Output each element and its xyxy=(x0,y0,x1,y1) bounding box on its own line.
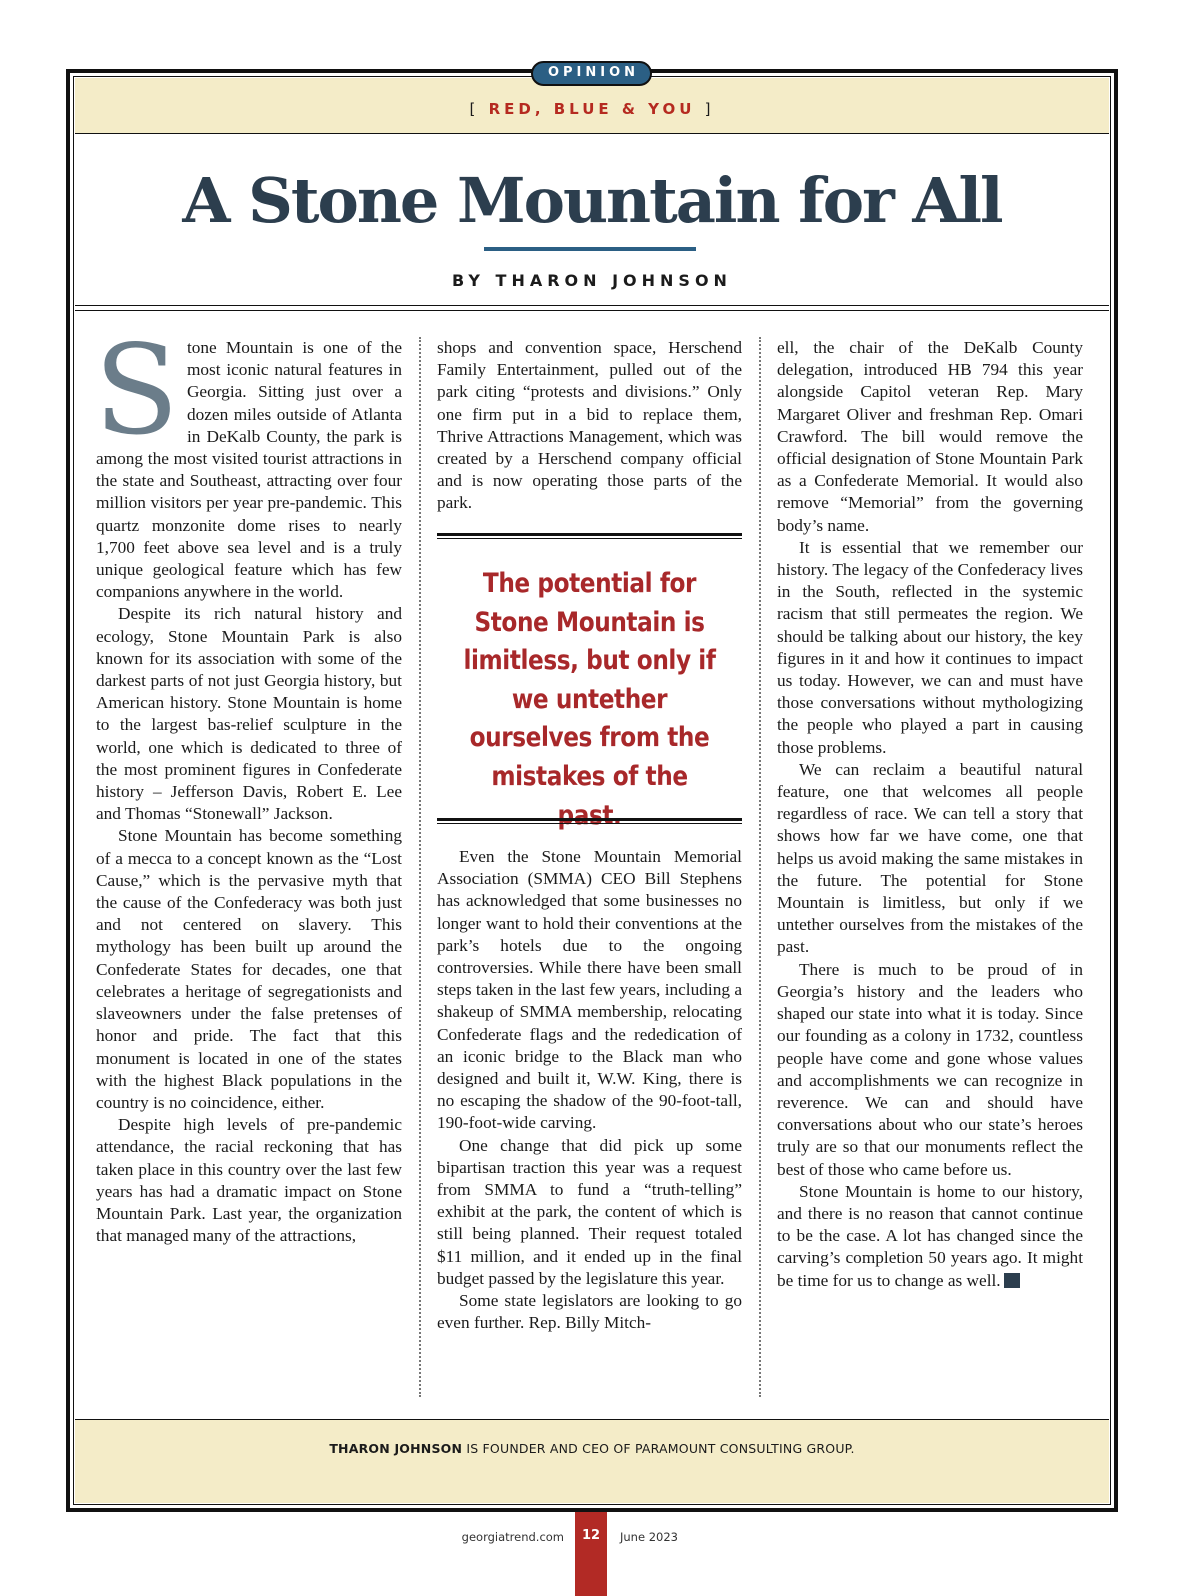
article-column-1 xyxy=(94,319,402,1247)
paragraph: Some state legislators are looking to go even further. Rep. Billy Mitch- xyxy=(437,1291,742,1333)
article-column-3 xyxy=(777,337,1083,1292)
kicker-text: RED, BLUE & YOU xyxy=(488,100,696,118)
title-underline xyxy=(484,247,696,251)
column-divider xyxy=(419,337,421,1397)
paragraph: Despite high levels of pre-pandemic attendance, the racial reckoning that has taken place in this country over the last few years has had a dramatic impact on Stone Mountain Park. Last year, the organization that managed many of the attractions, xyxy=(96,1115,402,1246)
paragraph: There is much to be proud of in Georgia’s history and the leaders who shaped our state into what it is today. Since our founding as a colony in 1732, countless people have come and gone whose values and accomplishments we can recognize in reverence. We can and should have conversations about who our state’s heroes truly are so that our monuments reflect the best of those who came before us. xyxy=(777,959,1083,1179)
paragraph: Even the Stone Mountain Memorial Association (SMMA) CEO Bill Stephens has acknowledged that some businesses no longer want to hold their conventions at the park’s hotels due to the ongoing controversies. While there have been small steps taken in the last few years, including a shakeup of SMMA membership, relocating Confederate flags and the rededication of an iconic bridge to the Black man who designed and built it, W.W. King, there is no escaping the shadow of the 90-foot-tall, 190-foot-wide carving. xyxy=(437,847,742,1133)
article-column-2-bottom xyxy=(437,846,742,1334)
author-bio-band xyxy=(75,1419,1109,1503)
paragraph: shops and convention space, Herschend Family Entertainment, pulled out of the park citing “protests and divisions.” Only one firm put in a bid to replace them, Thrive Attractions Management, which was created by a Herschend company official and is now operating those parts of the park. xyxy=(437,338,742,513)
byline: BY THARON JOHNSON xyxy=(452,271,732,290)
section-kicker: [ RED, BLUE & YOU ] xyxy=(469,100,715,118)
paragraph: It is essential that we remember our history. The legacy of the Confederacy lives in the South, reflected in the systemic racism that still permeates the region. We should be talking about our history, the key figures in it and how it continues to impact us today. However, we can and must have those conversations without mythologizing the people who played a part in causing those problems. xyxy=(777,537,1083,757)
paragraph: ell, the chair of the DeKalb County delegation, introduced HB 794 this year alongside Capitol veteran Rep. Mary Margaret Oliver and freshman Rep. Omari Crawford. The bill would remove the official designation of Stone Mountain Park as a Confederate Memorial. It would also remove “Memorial” from the governing body’s name. xyxy=(777,338,1083,535)
pull-quote-rule-top xyxy=(437,533,742,539)
gt-logo-icon xyxy=(1004,1273,1020,1288)
paragraph-last: Stone Mountain is home to our history, and there is no reason that cannot continue to be the case. A lot has changed since the carving’s completion 50 years ago. It might be time for us to change as well. xyxy=(777,1181,1083,1290)
article-column-2-top xyxy=(437,337,742,515)
author-description: IS FOUNDER AND CEO OF PARAMOUNT CONSULTING GROUP. xyxy=(466,1441,855,1456)
footer-date: June 2023 xyxy=(620,1530,678,1544)
pull-quote-rule-bottom xyxy=(437,818,742,824)
author-name: THARON JOHNSON xyxy=(329,1441,463,1456)
paragraph: Stone Mountain has become something of a mecca to a concept known as the “Lost Cause,” which is the pervasive myth that the cause of the Confederacy was both just and not centered on slavery. This mythology has been built up around the Confederate States for decades, one that celebrates a heritage of segregationists and slaveowners under the false pretenses of honor and pride. The fact that this monument is located in one of the states with the highest Black populations in the country is no coincidence, either. xyxy=(96,826,402,1112)
paragraph: Despite its rich natural history and ecology, Stone Mountain Park is also known for its association with some of the darkest parts of not just Georgia history, but American history. Stone Mountain is home to the largest bas-relief sculpture in the world, one which is dedicated to three of the most prominent figures in Confederate history – Jefferson Davis, Robert E. Lee and Thomas “Stonewall” Jackson. xyxy=(96,604,402,824)
page-number-tab xyxy=(575,1512,607,1596)
author-bio xyxy=(75,1441,1109,1456)
section-label: OPINION xyxy=(531,61,652,86)
paragraph: We can reclaim a beautiful natural feature, one that welcomes all people regardless of race. We can tell a story that shows how far we have come, one that helps us avoid making the same mistakes in the future. The potential for Stone Mountain is limitless, but only if we untether ourselves from the mistakes of the past. xyxy=(777,759,1083,957)
pull-quote: The potential for Stone Mountain is limitless, but only if we untether ourselves from the mistakes of the past. xyxy=(463,568,716,831)
paragraph: One change that did pick up some bipartisan traction this year was a request from SMMA to fund a “truth-telling” exhibit at the park, the content of which is still being planned. Their request totaled $11 million, and it ended up in the final budget passed by the legislature this year. xyxy=(437,1135,742,1288)
header-divider xyxy=(75,305,1109,311)
article-headline: A Stone Mountain for All xyxy=(182,164,1002,237)
footer-website: georgiatrend.com xyxy=(461,1530,564,1544)
drop-cap: S xyxy=(94,319,179,463)
paragraph: tone Mountain is one of the most iconic natural features in Georgia. Sitting just over a dozen miles outside of Atlanta in DeKalb County, the park is among the most visited tourist attractions in the state and Southeast, attracting over four million visitors per year pre-pandemic. This quartz monzonite dome rises to nearly 1,700 feet above sea level and is a truly unique geological feature which has few companions anywhere in the world. xyxy=(96,338,402,602)
page-number: 12 xyxy=(581,1528,601,1543)
section-header-band xyxy=(75,78,1109,134)
column-divider xyxy=(759,337,761,1397)
